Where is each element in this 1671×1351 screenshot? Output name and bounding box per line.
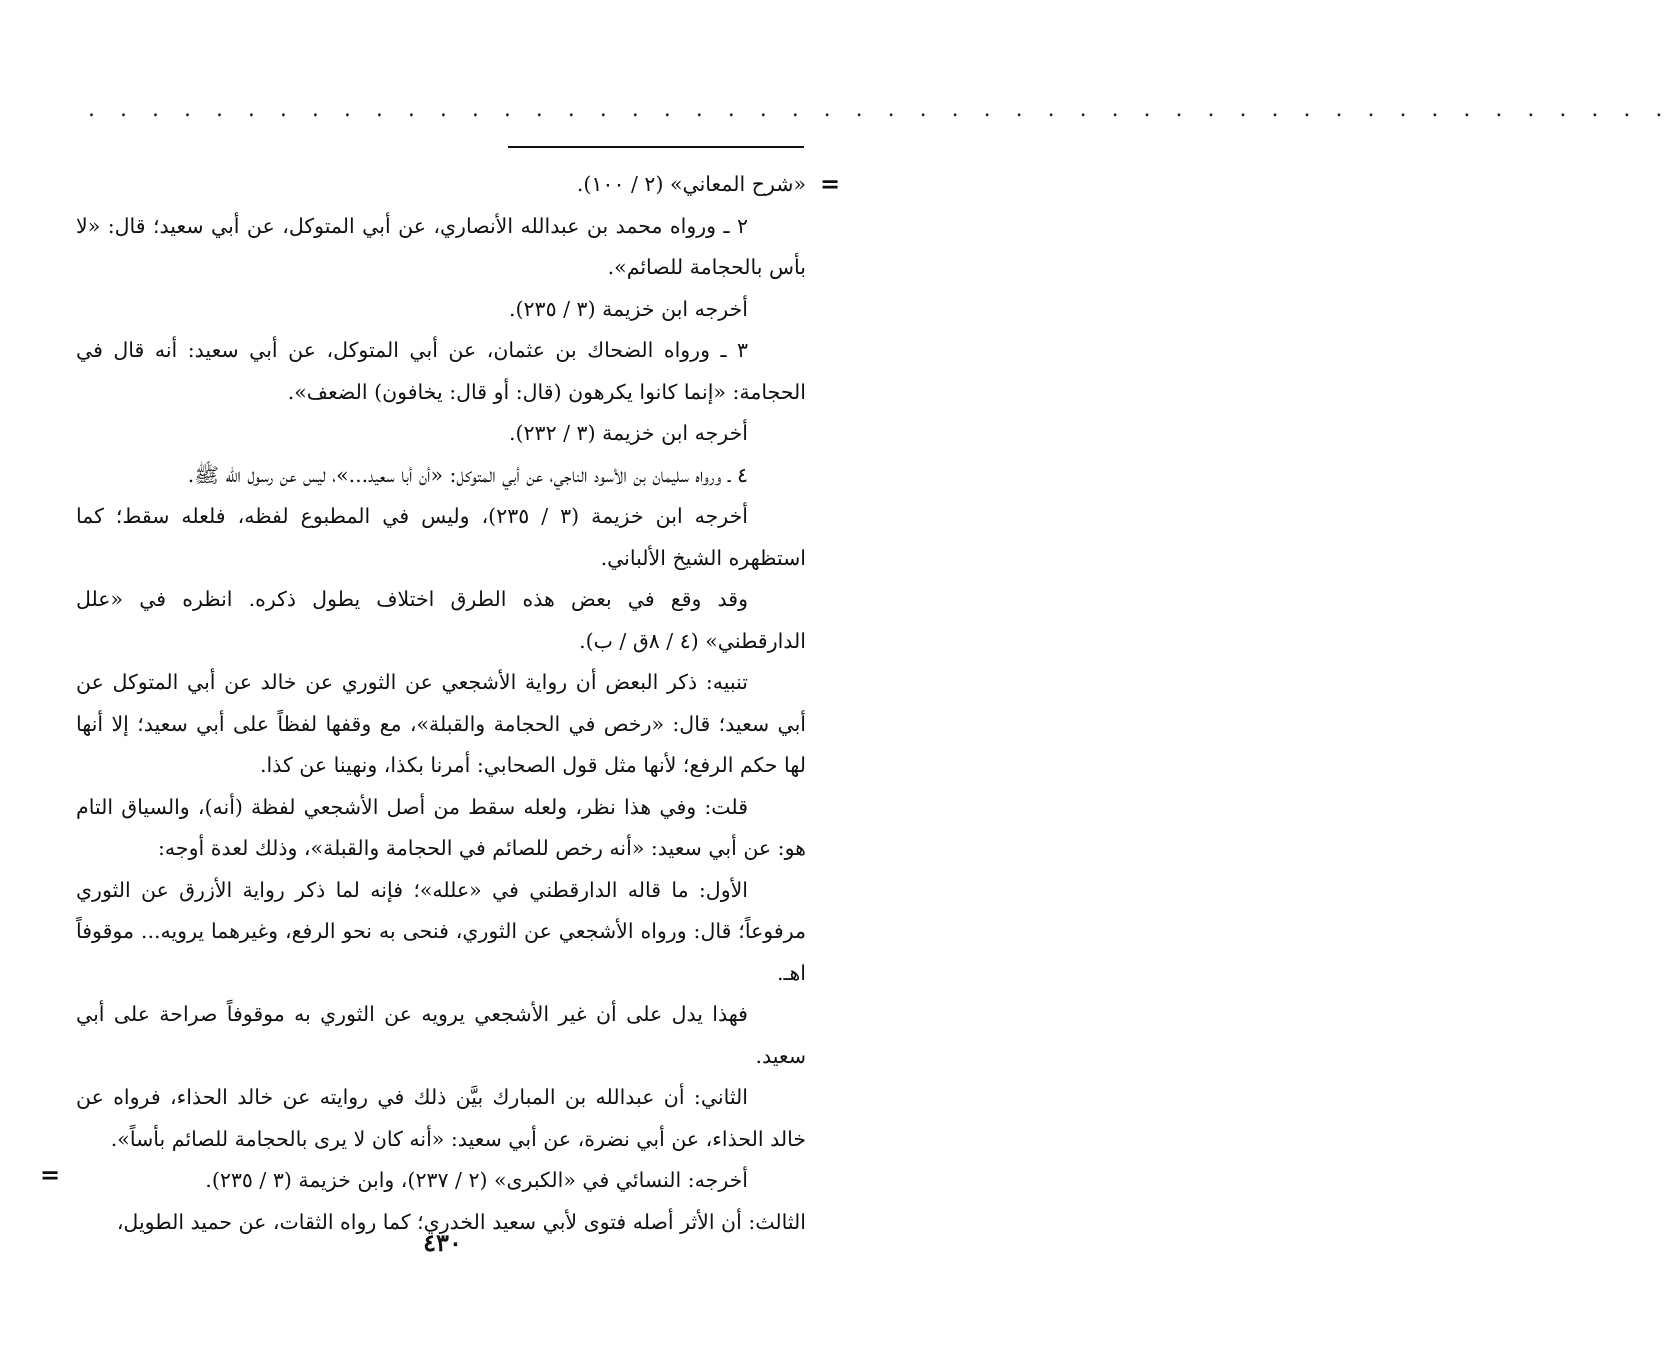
page-number: ٤٣٠: [423, 1228, 462, 1257]
paragraph: قلت: وفي هذا نظر، ولعله سقط من أصل الأشجعي لفظة (أنه)، والسياق التام هو: عن أبي سعيد: «أنه رخص للصائم في الحجامة والقبلة»، وذلك لعدة أوجه:: [76, 794, 806, 860]
footnote-rule: [508, 146, 804, 148]
paragraph: فهذا يدل على أن غير الأشجعي يرويه عن الثوري به موقوفاً صراحة على أبي سعيد.: [76, 1002, 806, 1068]
dotted-separator: . . . . . . . . . . . . . . . . . . . . . . . . . . . . . . . . . . . . . . . . . . . . . . . . . .: [88, 97, 1671, 122]
continuation-mark-top: =: [820, 169, 841, 198]
paragraph: «شرح المعاني» (٢ / ١٠٠).: [576, 172, 806, 196]
paragraph: الأول: ما قاله الدارقطني في «علله»؛ فإنه لما ذكر رواية الأزرق عن الثوري مرفوعاً؛ قال: ورواه الأشجعي عن الثوري، فنحى به نحو الرفع، وغيرهما يرويه... موقوفاً اهـ.: [76, 877, 806, 985]
continuation-mark-bottom: =: [40, 1160, 61, 1189]
paragraph: تنبيه: ذكر البعض أن رواية الأشجعي عن الثوري عن خالد عن أبي المتوكل عن أبي سعيد؛ قال: «رخص في الحجامة والقبلة»، مع وقفها لفظاً على أبي سعيد؛ إلا أنها لها حكم الرفع؛ لأنها مثل قول الصحابي: أمرنا بكذا، ونهينا عن كذا.: [76, 670, 806, 777]
paragraph: وقد وقع في بعض هذه الطرق اختلاف يطول ذكره. انظره في «علل الدارقطني» (٤ / ٨ق / ب).: [76, 587, 806, 653]
paragraph: أخرجه ابن خزيمة (٣ / ٢٣٢).: [509, 421, 748, 445]
paragraph: الثاني: أن عبدالله بن المبارك بيَّن ذلك في روايته عن خالد الحذاء، فرواه عن خالد الحذاء، عن أبي نضرة، عن أبي سعيد: «أنه كان لا يرى بالحجامة للصائم بأساً».: [76, 1085, 806, 1151]
paragraph: ٢ ـ ورواه محمد بن عبدالله الأنصاري، عن أبي المتوكل، عن أبي سعيد؛ قال: «لا بأس بالحجامة للصائم».: [76, 213, 806, 279]
paragraph: ٤ ـ ورواه سليمان بن الأسود الناجي، عن أبي المتوكل: «أن أبا سعيد...»، ليس عن رسول الله ﷺ.: [187, 462, 748, 487]
footnote-body: [76, 164, 806, 1243]
paragraph: أخرجه ابن خزيمة (٣ / ٢٣٥)، وليس في المطبوع لفظه، فلعله سقط؛ كما استظهره الشيخ الألباني.: [76, 504, 806, 570]
paragraph: الثالث: أن الأثر أصله فتوى لأبي سعيد الخدري؛ كما رواه الثقات، عن حميد الطويل،: [116, 1209, 806, 1234]
paragraph: أخرجه: النسائي في «الكبرى» (٢ / ٢٣٧)، وابن خزيمة (٣ / ٢٣٥).: [205, 1168, 748, 1192]
paragraph: أخرجه ابن خزيمة (٣ / ٢٣٥).: [509, 296, 748, 321]
paragraph: ٣ ـ ورواه الضحاك بن عثمان، عن أبي المتوكل، عن أبي سعيد: أنه قال في الحجامة: «إنما كانوا يكرهون (قال: أو قال: يخافون) الضعف».: [76, 338, 806, 404]
